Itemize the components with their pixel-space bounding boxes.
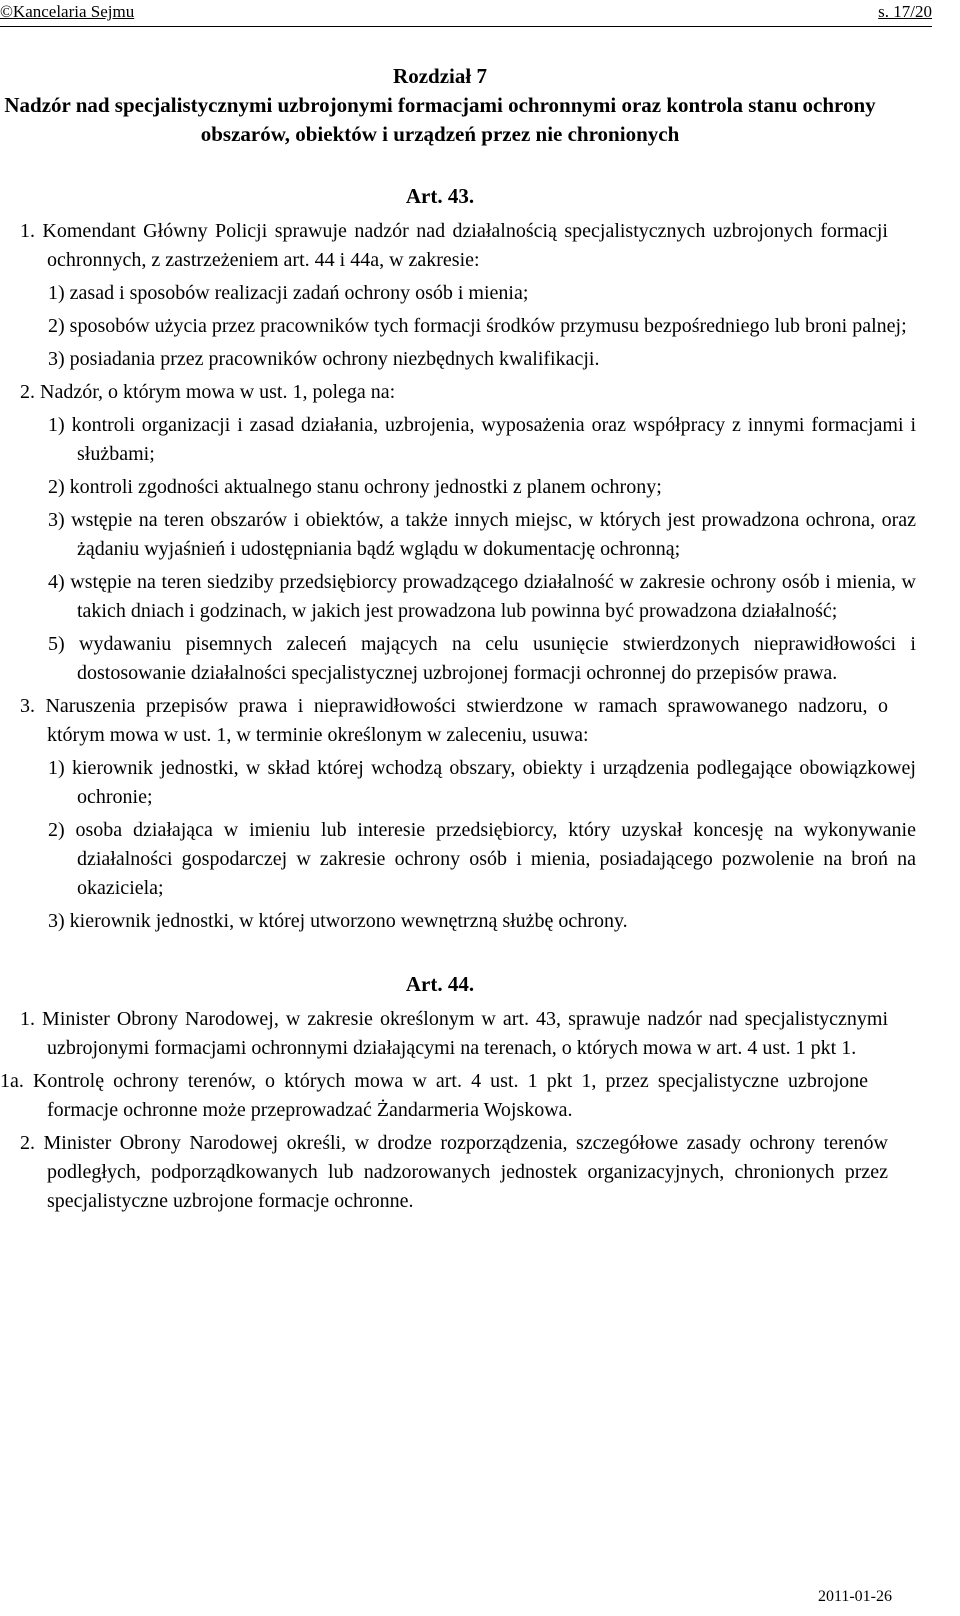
copyright-link[interactable]: ©Kancelaria Sejmu	[0, 2, 135, 21]
art43-ust1-point-1: 1) zasad i sposobów realizacji zadań ochrony osób i mienia;	[48, 282, 529, 304]
art43-ust2-point-2: 2) kontroli zgodności aktualnego stanu ochrony jednostki z planem ochrony;	[48, 476, 662, 498]
art43-ust2-point-5: 5) wydawaniu pisemnych zaleceń mających na celu usunięcie stwierdzonych nieprawidłowości i dostosowanie działalności specjalistycznej uzbrojonej formacji ochronnej do przepisów prawa.	[48, 633, 916, 684]
spacer	[0, 936, 960, 970]
art44-ust2: 2. Minister Obrony Narodowej określi, w drodze rozporządzenia, szczegółowe zasady ochrony terenów podległych, podporządkowanych lub nadzorowanych jednostek organizacyjnych, chronionych przez specjalistyczne uzbrojone formacje ochronne.	[20, 1132, 888, 1212]
art43-ust2: 2. Nadzór, o którym mowa w ust. 1, polega na:	[20, 381, 396, 403]
art43-ust2-point-4: 4) wstępie na teren siedziby przedsiębiorcy prowadzącego działalność w zakresie ochrony osób i mienia, w takich dniach i godzinach, w jakich jest prowadzona lub powinna być prowadzona działalność;	[48, 571, 916, 622]
art43-ust3: 3. Naruszenia przepisów prawa i nieprawidłowości stwierdzone w ramach sprawowanego nadzoru, o którym mowa w ust. 1, w terminie określonym w zaleceniu, usuwa:	[20, 695, 888, 746]
page-header	[0, 0, 932, 27]
art43-ust2-point-3: 3) wstępie na teren obszarów i obiektów, a także innych miejsc, w których jest prowadzona ochrona, oraz żądaniu wyjaśnień i udostępniania bądź wglądu w dokumentację ochronną;	[48, 509, 916, 560]
art43-ust1-point-3: 3) posiadania przez pracowników ochrony niezbędnych kwalifikacji.	[48, 348, 600, 370]
art43-ust2-point-1: 1) kontroli organizacji i zasad działania, uzbrojenia, wyposażenia oraz współpracy z innymi formacjami i służbami;	[48, 414, 916, 465]
spacer	[0, 149, 960, 182]
art43-ust1: 1. Komendant Główny Policji sprawuje nadzór nad działalnością specjalistycznych uzbrojonych formacji ochronnych, z zastrzeżeniem art. 44 i 44a, w zakresie:	[20, 220, 888, 271]
article-44-heading: Art. 44.	[405, 972, 475, 996]
document-body	[0, 62, 960, 1216]
art44-ust1a: 1a. Kontrolę ochrony terenów, o których mowa w art. 4 ust. 1 pkt 1, przez specjalistyczne uzbrojone formacje ochronne może przeprowadzać Żandarmeria Wojskowa.	[0, 1070, 868, 1121]
article-43-heading: Art. 43.	[405, 184, 475, 208]
chapter-number: Rozdział 7	[393, 64, 487, 88]
page-number-link[interactable]: s. 17/20	[878, 2, 932, 21]
footer-date: 2011-01-26	[817, 1588, 892, 1605]
art43-ust3-point-2: 2) osoba działająca w imieniu lub interesie przedsiębiorcy, który uzyskał koncesję na wykonywanie działalności gospodarczej w zakresie ochrony osób i mienia, posiadającego pozwolenie na broń na okaziciela;	[48, 819, 916, 899]
art43-ust1-point-2: 2) sposobów użycia przez pracowników tych formacji środków przymusu bezpośredniego lub broni palnej;	[48, 315, 907, 337]
art43-ust3-point-3: 3) kierownik jednostki, w której utworzono wewnętrzną służbę ochrony.	[48, 910, 628, 932]
chapter-title: Nadzór nad specjalistycznymi uzbrojonymi formacjami ochronnymi oraz kontrola stanu ochrony obszarów, obiektów i urządzeń przez nie chronionych	[4, 93, 876, 146]
art44-ust1: 1. Minister Obrony Narodowej, w zakresie określonym w art. 43, sprawuje nadzór nad specjalistycznymi uzbrojonymi formacjami ochronnymi działającymi na terenach, o których mowa w art. 4 ust. 1 pkt 1.	[20, 1008, 888, 1059]
art43-ust3-point-1: 1) kierownik jednostki, w skład której wchodzą obszary, obiekty i urządzenia podlegające obowiązkowej ochronie;	[48, 757, 916, 808]
